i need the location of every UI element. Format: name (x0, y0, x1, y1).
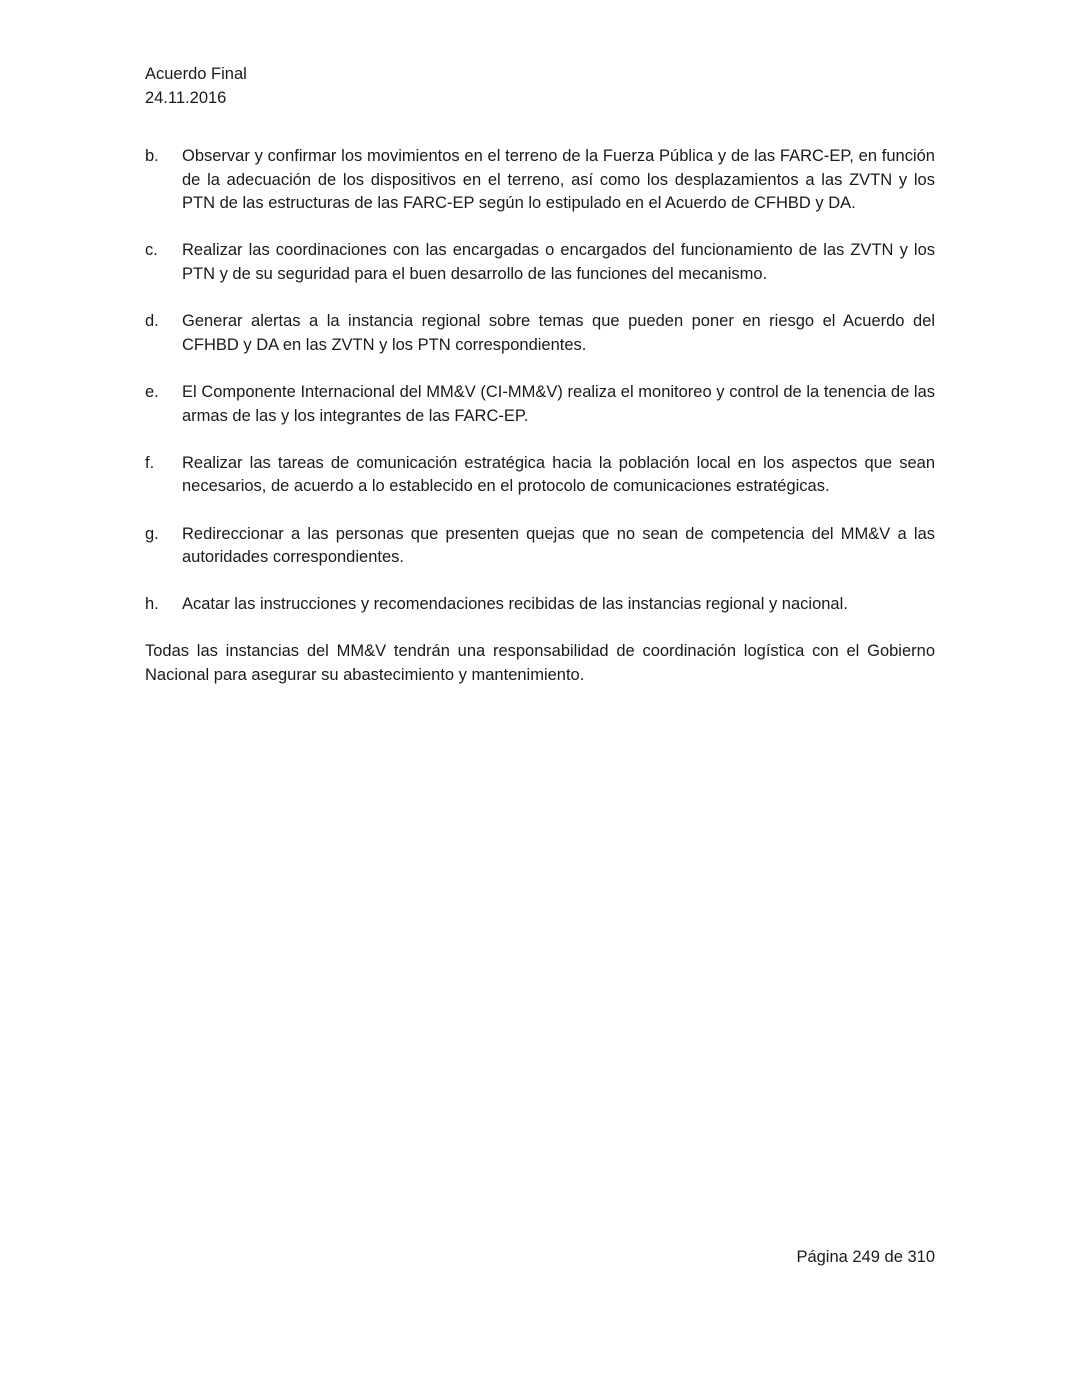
list-item-e (145, 381, 935, 428)
list-item-text: Realizar las tareas de comunicación estratégica hacia la población local en los aspectos que sean necesarios, de acuerdo a lo establecido en el protocolo de comunicaciones estratégicas. (182, 453, 935, 496)
list-item-letter: c. (145, 241, 158, 260)
page-number: Página 249 de 310 (796, 1248, 935, 1266)
page-header (145, 62, 247, 110)
closing-paragraph: Todas las instancias del MM&V tendrán una responsabilidad de coordinación logística con el Gobierno Nacional para asegurar su abastecimiento y mantenimiento. (145, 642, 935, 685)
list-item-text: Redireccionar a las personas que presenten quejas que no sean de competencia del MM&V a las autoridades correspondientes. (182, 524, 935, 567)
list-item-f (145, 452, 935, 499)
list-item-letter: g. (145, 524, 159, 543)
list-item-text: El Componente Internacional del MM&V (CI-MM&V) realiza el monitoreo y control de la tenencia de las armas de las y los integrantes de las FARC-EP. (182, 382, 935, 425)
list-item-letter: h. (145, 595, 159, 614)
list-item-b (145, 145, 935, 216)
list-item-c (145, 239, 935, 286)
list-item-h (145, 593, 935, 617)
list-item-text: Realizar las coordinaciones con las encargadas o encargados del funcionamiento de las ZVTN y los PTN y de su seguridad para el buen desarrollo de las funciones del mecanismo. (182, 241, 935, 283)
list-item-text: Acatar las instrucciones y recomendaciones recibidas de las instancias regional y nacional. (182, 595, 848, 614)
document-title: Acuerdo Final (145, 65, 247, 83)
list-item-letter: f. (145, 453, 155, 472)
list-item-d (145, 310, 935, 357)
list-item-g (145, 523, 935, 570)
list-item-letter: d. (145, 312, 159, 331)
list-item-letter: b. (145, 147, 159, 165)
document-date: 24.11.2016 (145, 89, 227, 107)
document-body (145, 145, 935, 688)
list-item-text: Generar alertas a la instancia regional sobre temas que pueden poner en riesgo el Acuerdo del CFHBD y DA en las ZVTN y los PTN correspondientes. (182, 312, 935, 354)
list-item-text: Observar y confirmar los movimientos en el terreno de la Fuerza Pública y de las FARC-EP, en función de la adecuación de los dispositivos en el terreno, así como los desplazamientos a las ZVTN y los PTN de las estructuras de las FARC-EP según lo estipulado en el Acuerdo de CFHBD y DA. (182, 147, 935, 213)
list-item-letter: e. (145, 382, 159, 401)
